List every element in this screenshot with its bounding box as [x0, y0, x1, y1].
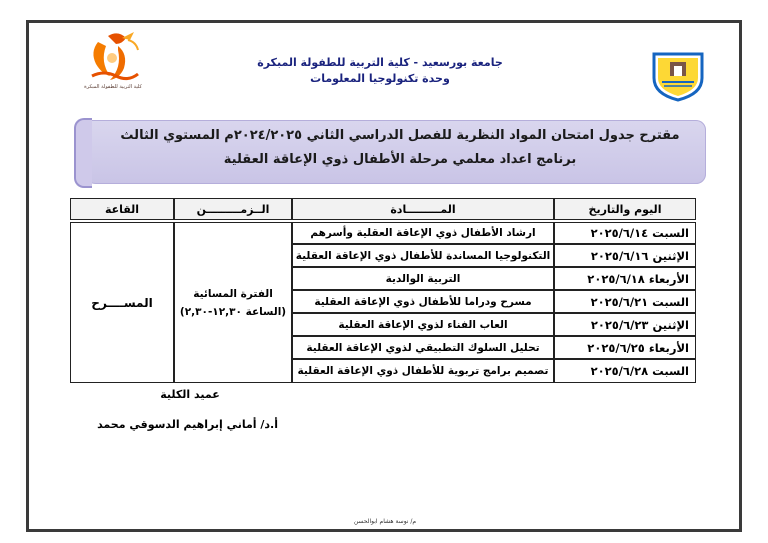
table-row-subject: التربية الوالدية: [292, 267, 554, 290]
exam-period-cell: [174, 222, 292, 383]
exam-hall: المســــرح: [70, 222, 174, 383]
table-row-date: الأربعاء ٢٠٢٥/٦/١٨: [554, 267, 696, 290]
exam-schedule-table: [70, 198, 696, 384]
schedule-title: مقترح جدول امتحان المواد النظرية للفصل الدراسي الثاني ٢٠٢٤/٢٠٢٥م المستوي الثالث: [120, 128, 680, 143]
header-time: الــزمـــــــــن: [174, 198, 292, 220]
header-hall: القاعة: [70, 198, 174, 220]
exam-period: الفترة المسائية: [193, 287, 273, 300]
university-logo: [648, 48, 708, 102]
table-row-subject: العاب الفناء لذوي الإعاقة العقلية: [292, 313, 554, 336]
table-row-subject: تحليل السلوك التطبيقي لذوي الإعاقة العقلية: [292, 336, 554, 359]
table-row-subject: التكنولوجيا المساندة للأطفال ذوي الإعاقة العقلية: [292, 244, 554, 267]
program-title: برنامج اعداد معلمي مرحلة الأطفال ذوي الإعاقة العقلية: [223, 152, 577, 167]
table-row-subject: مسرح ودراما للأطفال ذوي الإعاقة العقلية: [292, 290, 554, 313]
table-row-date: السبت ٢٠٢٥/٦/٢٨: [554, 359, 696, 383]
footer-note: م/ نوسة هشام ابوالحسن: [353, 518, 417, 525]
faculty-logo: [78, 28, 148, 94]
table-row-subject: تصميم برامج تربوية للأطفال ذوي الإعاقة العقلية: [292, 359, 554, 383]
dean-name: أ.د/ أماني إبراهيم الدسوقي محمد: [97, 418, 278, 431]
table-row-date: السبت ٢٠٢٥/٦/٢١: [554, 290, 696, 313]
table-row-date: الأربعاء ٢٠٢٥/٦/٢٥: [554, 336, 696, 359]
table-row-date: السبت ٢٠٢٥/٦/١٤: [554, 222, 696, 244]
exam-hours: (الساعة ١٢,٣٠-٢,٣٠): [179, 305, 287, 318]
unit-name: وحدة تكنولوجيا المعلومات: [310, 72, 450, 85]
table-row-subject: ارشاد الأطفال ذوي الإعاقة العقلية وأسرهم: [292, 222, 554, 244]
header-day-date: اليوم والتاريخ: [554, 198, 696, 220]
table-row-date: الإثنين ٢٠٢٥/٦/٢٣: [554, 313, 696, 336]
table-row-date: الإثنين ٢٠٢٥/٦/١٦: [554, 244, 696, 267]
header-subject: المـــــــــادة: [292, 198, 554, 220]
logo-caption: كلية التربية للطفولة المبكرة: [84, 84, 142, 90]
dean-title: عميد الكلية: [160, 388, 220, 401]
university-name: جامعة بورسعيد - كلية التربية للطفولة المبكرة: [257, 56, 503, 69]
banner-scroll-curl: [74, 118, 92, 188]
